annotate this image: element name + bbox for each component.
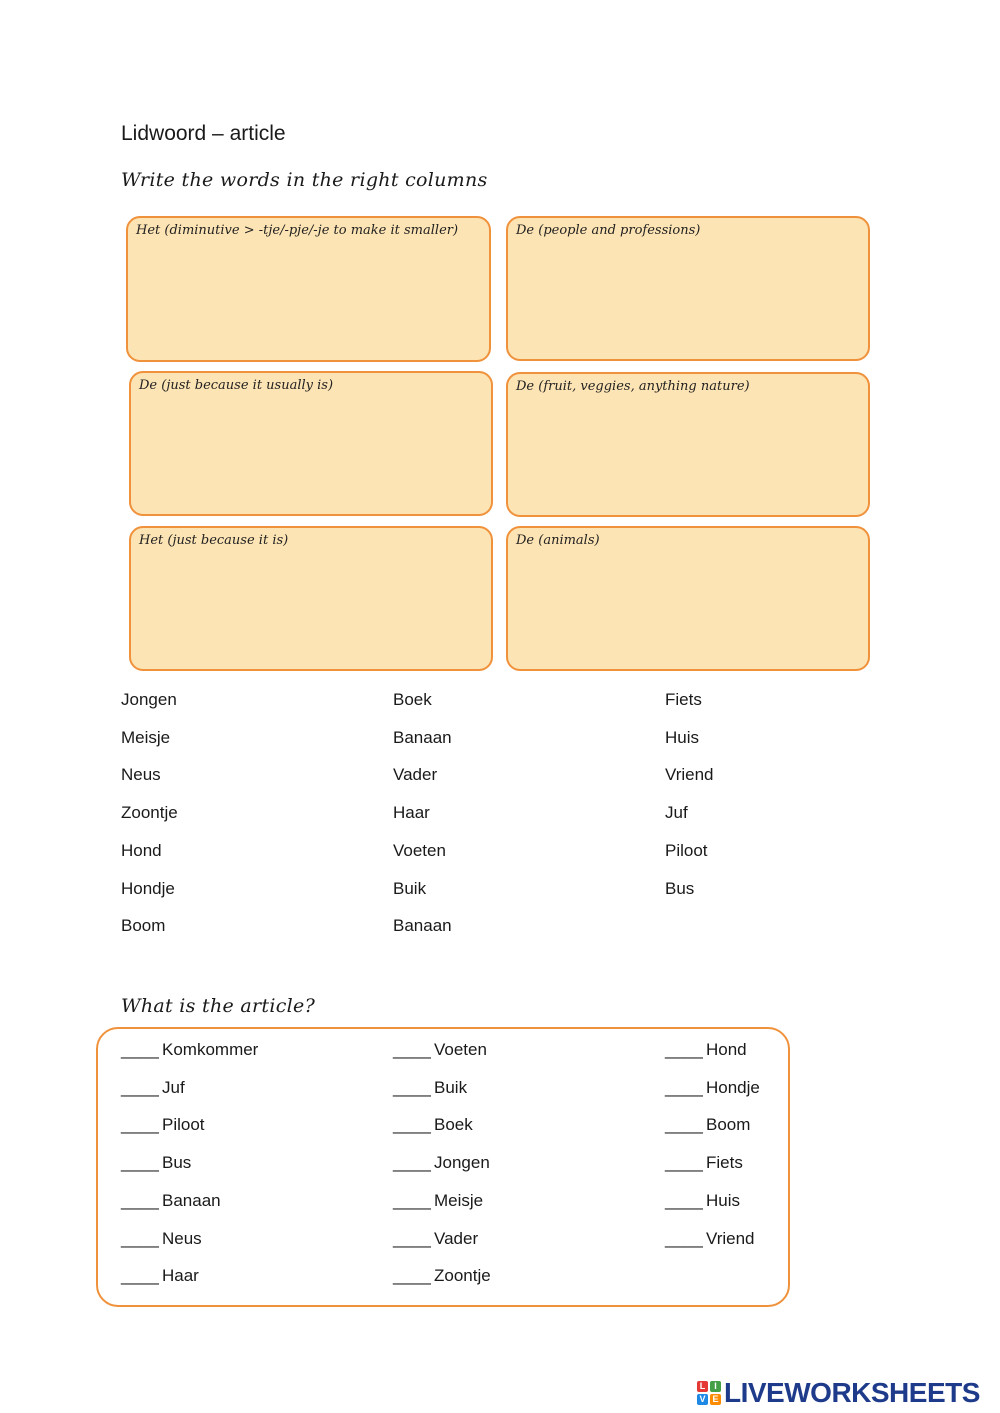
article-word: Huis xyxy=(706,1190,741,1210)
draggable-word[interactable]: Huis xyxy=(665,727,700,747)
article-blank-input[interactable]: ____ xyxy=(121,1153,159,1173)
article-word: Hond xyxy=(706,1040,747,1059)
logo-mark-letter: V xyxy=(697,1394,708,1405)
article-blank-input[interactable]: ____ xyxy=(393,1228,431,1248)
instruction-article: What is the article? xyxy=(121,995,316,1017)
draggable-word[interactable]: Vriend xyxy=(665,765,714,785)
article-blank-input[interactable]: ____ xyxy=(665,1077,703,1097)
draggable-word[interactable]: Hondje xyxy=(121,878,175,898)
drop-box-het-just-because[interactable] xyxy=(129,526,493,671)
article-blank-input[interactable]: ____ xyxy=(121,1077,159,1097)
logo-text: LIVEWORKSHEETS xyxy=(724,1377,980,1408)
draggable-word[interactable]: Piloot xyxy=(665,840,708,860)
article-word: Haar xyxy=(162,1266,199,1286)
article-blank-input[interactable]: ____ xyxy=(665,1190,703,1210)
article-word: Vriend xyxy=(706,1228,755,1248)
article-word: Buik xyxy=(434,1077,468,1097)
article-word: Meisje xyxy=(434,1190,484,1210)
draggable-word[interactable]: Hond xyxy=(121,840,162,860)
article-blank-input[interactable]: ____ xyxy=(393,1115,431,1135)
draggable-word[interactable]: Zoontje xyxy=(121,803,178,823)
logo-mark-letter: E xyxy=(710,1394,721,1405)
drop-box-de-nature[interactable] xyxy=(506,372,870,517)
box-label: De (fruit, veggies, anything nature) xyxy=(516,379,750,394)
box-label: Het (just because it is) xyxy=(139,533,289,548)
draggable-word[interactable]: Neus xyxy=(121,765,161,785)
article-word: Fiets xyxy=(706,1153,743,1173)
article-word: Hondje xyxy=(706,1077,760,1097)
draggable-word[interactable]: Boom xyxy=(121,916,166,936)
draggable-word[interactable]: Bus xyxy=(665,878,695,898)
article-blank-input[interactable]: ____ xyxy=(665,1228,703,1248)
draggable-word[interactable]: Jongen xyxy=(121,690,177,709)
draggable-word[interactable]: Banaan xyxy=(393,916,452,936)
article-word: Voeten xyxy=(434,1040,487,1059)
drop-box-de-usually[interactable] xyxy=(129,371,493,516)
draggable-word[interactable]: Juf xyxy=(665,803,688,823)
article-word: Juf xyxy=(162,1077,185,1097)
article-blank-input[interactable]: ____ xyxy=(665,1040,703,1059)
article-blank-input[interactable]: ____ xyxy=(393,1266,431,1286)
draggable-word[interactable]: Vader xyxy=(393,765,438,785)
article-word: Jongen xyxy=(434,1153,490,1173)
drop-box-het-diminutive[interactable] xyxy=(126,216,491,362)
article-blank-input[interactable]: ____ xyxy=(393,1153,431,1173)
article-blank-input[interactable]: ____ xyxy=(665,1115,703,1135)
drop-box-de-people[interactable] xyxy=(506,216,870,361)
article-word: Vader xyxy=(434,1228,479,1248)
article-blank-input[interactable]: ____ xyxy=(121,1228,159,1248)
box-label: Het (diminutive > -tje/-pje/-je to make it smaller) xyxy=(136,223,459,238)
article-word: Boom xyxy=(706,1115,751,1135)
article-blank-input[interactable]: ____ xyxy=(121,1040,159,1059)
logo-mark-letter: L xyxy=(697,1381,708,1392)
draggable-word[interactable]: Fiets xyxy=(665,690,702,709)
draggable-word[interactable]: Banaan xyxy=(393,727,452,747)
article-word: Komkommer xyxy=(162,1040,259,1059)
box-label: De (just because it usually is) xyxy=(139,378,334,393)
article-blank-input[interactable]: ____ xyxy=(393,1077,431,1097)
article-blank-input[interactable]: ____ xyxy=(393,1040,431,1059)
article-word: Neus xyxy=(162,1228,202,1248)
draggable-word[interactable]: Haar xyxy=(393,803,430,823)
drop-box-de-animals[interactable] xyxy=(506,526,870,671)
article-blank-input[interactable]: ____ xyxy=(393,1190,431,1210)
article-blank-input[interactable]: ____ xyxy=(121,1190,159,1210)
box-label: De (people and professions) xyxy=(516,223,701,238)
logo-mark-icon xyxy=(697,1381,721,1405)
article-word: Banaan xyxy=(162,1190,221,1210)
article-blank-input[interactable]: ____ xyxy=(121,1115,159,1135)
draggable-word[interactable]: Voeten xyxy=(393,840,446,860)
article-blank-input[interactable]: ____ xyxy=(121,1266,159,1286)
draggable-word[interactable]: Boek xyxy=(393,690,432,709)
logo-mark-letter: I xyxy=(710,1381,721,1392)
article-word: Boek xyxy=(434,1115,473,1135)
article-word: Zoontje xyxy=(434,1266,491,1286)
box-label: De (animals) xyxy=(516,533,600,548)
draggable-word[interactable]: Meisje xyxy=(121,727,171,747)
article-word: Piloot xyxy=(162,1115,205,1135)
article-blank-input[interactable]: ____ xyxy=(665,1153,703,1173)
page-title: Lidwoord – article xyxy=(121,122,286,145)
draggable-word[interactable]: Buik xyxy=(393,878,427,898)
article-word: Bus xyxy=(162,1153,192,1173)
liveworksheets-logo xyxy=(697,1376,980,1410)
instruction-sort: Write the words in the right columns xyxy=(121,169,488,191)
